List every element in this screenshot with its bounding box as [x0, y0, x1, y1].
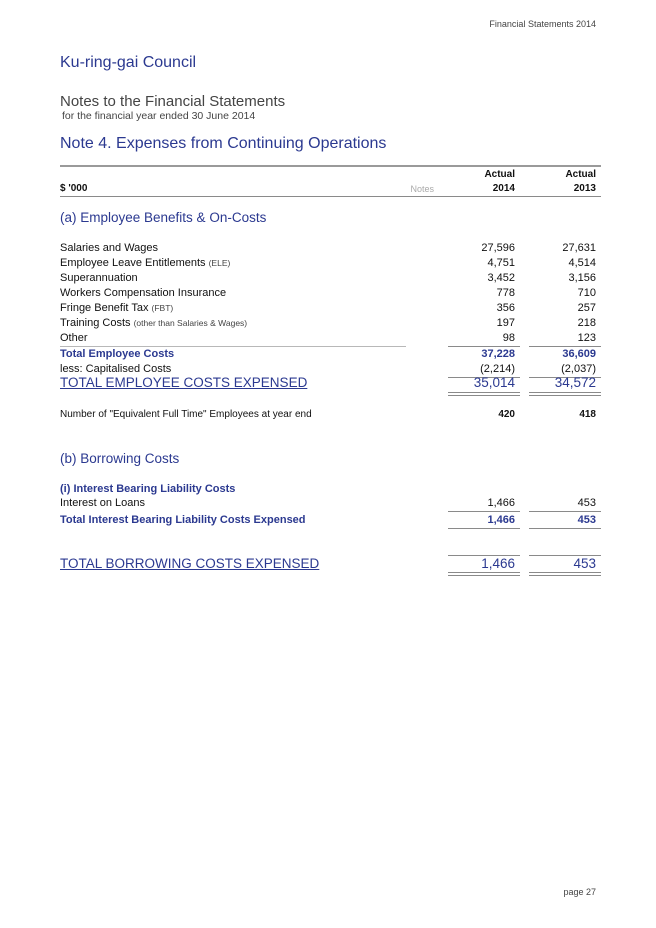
- value-2013: 453: [573, 556, 596, 571]
- table-row: Employee Leave Entitlements (ELE) 4,751 4,514: [60, 257, 596, 269]
- double-rule-col2: [529, 392, 601, 396]
- section-b-subheading: (i) Interest Bearing Liability Costs: [60, 483, 236, 495]
- value-2013: 3,156: [568, 272, 596, 284]
- total-employee-costs-expensed-row: TOTAL EMPLOYEE COSTS EXPENSED 35,014 34,572: [60, 375, 596, 390]
- note-heading: Note 4. Expenses from Continuing Operations: [60, 135, 387, 152]
- value-2013: (2,037): [561, 363, 596, 375]
- row-note: (other than Salaries & Wages): [133, 318, 248, 328]
- col2-header-year: 2013: [573, 183, 596, 194]
- value-2013: 257: [577, 302, 596, 314]
- section-b-title: (b) Borrowing Costs: [60, 451, 180, 466]
- notes-subtitle: for the financial year ended 30 June 2014: [62, 110, 256, 122]
- value-2013: 418: [579, 409, 596, 420]
- col1-header-actual: Actual: [484, 169, 515, 180]
- document-title-header: Financial Statements 2014: [489, 19, 596, 29]
- page-number: page 27: [563, 887, 596, 897]
- double-rule-col2: [529, 572, 601, 576]
- table-row: Training Costs (other than Salaries & Wages) 197 218: [60, 317, 596, 329]
- organisation-name: Ku-ring-gai Council: [60, 54, 197, 71]
- value-2014: 778: [496, 287, 515, 299]
- value-2013: 453: [577, 497, 596, 509]
- notes-column-header: Notes: [410, 184, 434, 194]
- value-2013: 34,572: [554, 375, 596, 390]
- value-2014: 3,452: [487, 272, 515, 284]
- value-2014: 37,228: [481, 348, 515, 360]
- value-2013: 4,514: [568, 257, 596, 269]
- value-2014: 1,466: [487, 497, 515, 509]
- col2-header-actual: Actual: [565, 169, 596, 180]
- value-2013: 36,609: [562, 348, 596, 360]
- subtotal-rule-col2: [529, 346, 601, 347]
- subtotal-rule-col1: [448, 511, 520, 512]
- top-rule: [60, 165, 601, 167]
- fte-row: Number of "Equivalent Full Time" Employees at year end 420 418: [60, 409, 596, 420]
- value-2013: 27,631: [562, 242, 596, 254]
- table-row: Interest on Loans 1,466 453: [60, 497, 596, 509]
- section-a-title: (a) Employee Benefits & On-Costs: [60, 210, 267, 225]
- value-2014: 1,466: [481, 556, 515, 571]
- value-2014: (2,214): [480, 363, 515, 375]
- total-rule-col2: [529, 528, 601, 529]
- value-2013: 218: [577, 317, 596, 329]
- unit-label: $ '000: [60, 183, 88, 194]
- table-row: Salaries and Wages 27,596 27,631: [60, 242, 596, 254]
- total-interest-costs-row: Total Interest Bearing Liability Costs Expensed 1,466 453: [60, 514, 596, 526]
- value-2014: 4,751: [487, 257, 515, 269]
- subtotal-rule-col2: [529, 511, 601, 512]
- value-2014: 420: [498, 409, 515, 420]
- value-2013: 453: [577, 514, 596, 526]
- row-note: (FBT): [151, 303, 174, 313]
- total-rule-col1: [448, 528, 520, 529]
- table-row: Fringe Benefit Tax (FBT) 356 257: [60, 302, 596, 314]
- total-employee-costs-row: Total Employee Costs 37,228 36,609: [60, 348, 596, 360]
- subtotal-rule-notes: [60, 346, 406, 347]
- value-2014: 1,466: [487, 514, 515, 526]
- value-2014: 35,014: [473, 375, 515, 390]
- header-rule: [60, 196, 601, 197]
- table-row: Other 98 123: [60, 332, 596, 344]
- value-2013: 123: [577, 332, 596, 344]
- value-2014: 27,596: [481, 242, 515, 254]
- double-rule-col1: [448, 392, 520, 396]
- value-2014: 356: [496, 302, 515, 314]
- notes-title: Notes to the Financial Statements: [60, 93, 286, 110]
- total-borrowing-costs-expensed-row: TOTAL BORROWING COSTS EXPENSED 1,466 453: [60, 556, 596, 571]
- row-note: (ELE): [208, 258, 231, 268]
- col1-header-year: 2014: [492, 183, 515, 194]
- capitalised-costs-row: less: Capitalised Costs (2,214) (2,037): [60, 363, 596, 375]
- value-2014: 98: [502, 332, 515, 344]
- table-row: Superannuation 3,452 3,156: [60, 272, 596, 284]
- value-2014: 197: [496, 317, 515, 329]
- subtotal-rule-col1: [448, 346, 520, 347]
- table-row: Workers Compensation Insurance 778 710: [60, 287, 596, 299]
- double-rule-col1: [448, 572, 520, 576]
- value-2013: 710: [577, 287, 596, 299]
